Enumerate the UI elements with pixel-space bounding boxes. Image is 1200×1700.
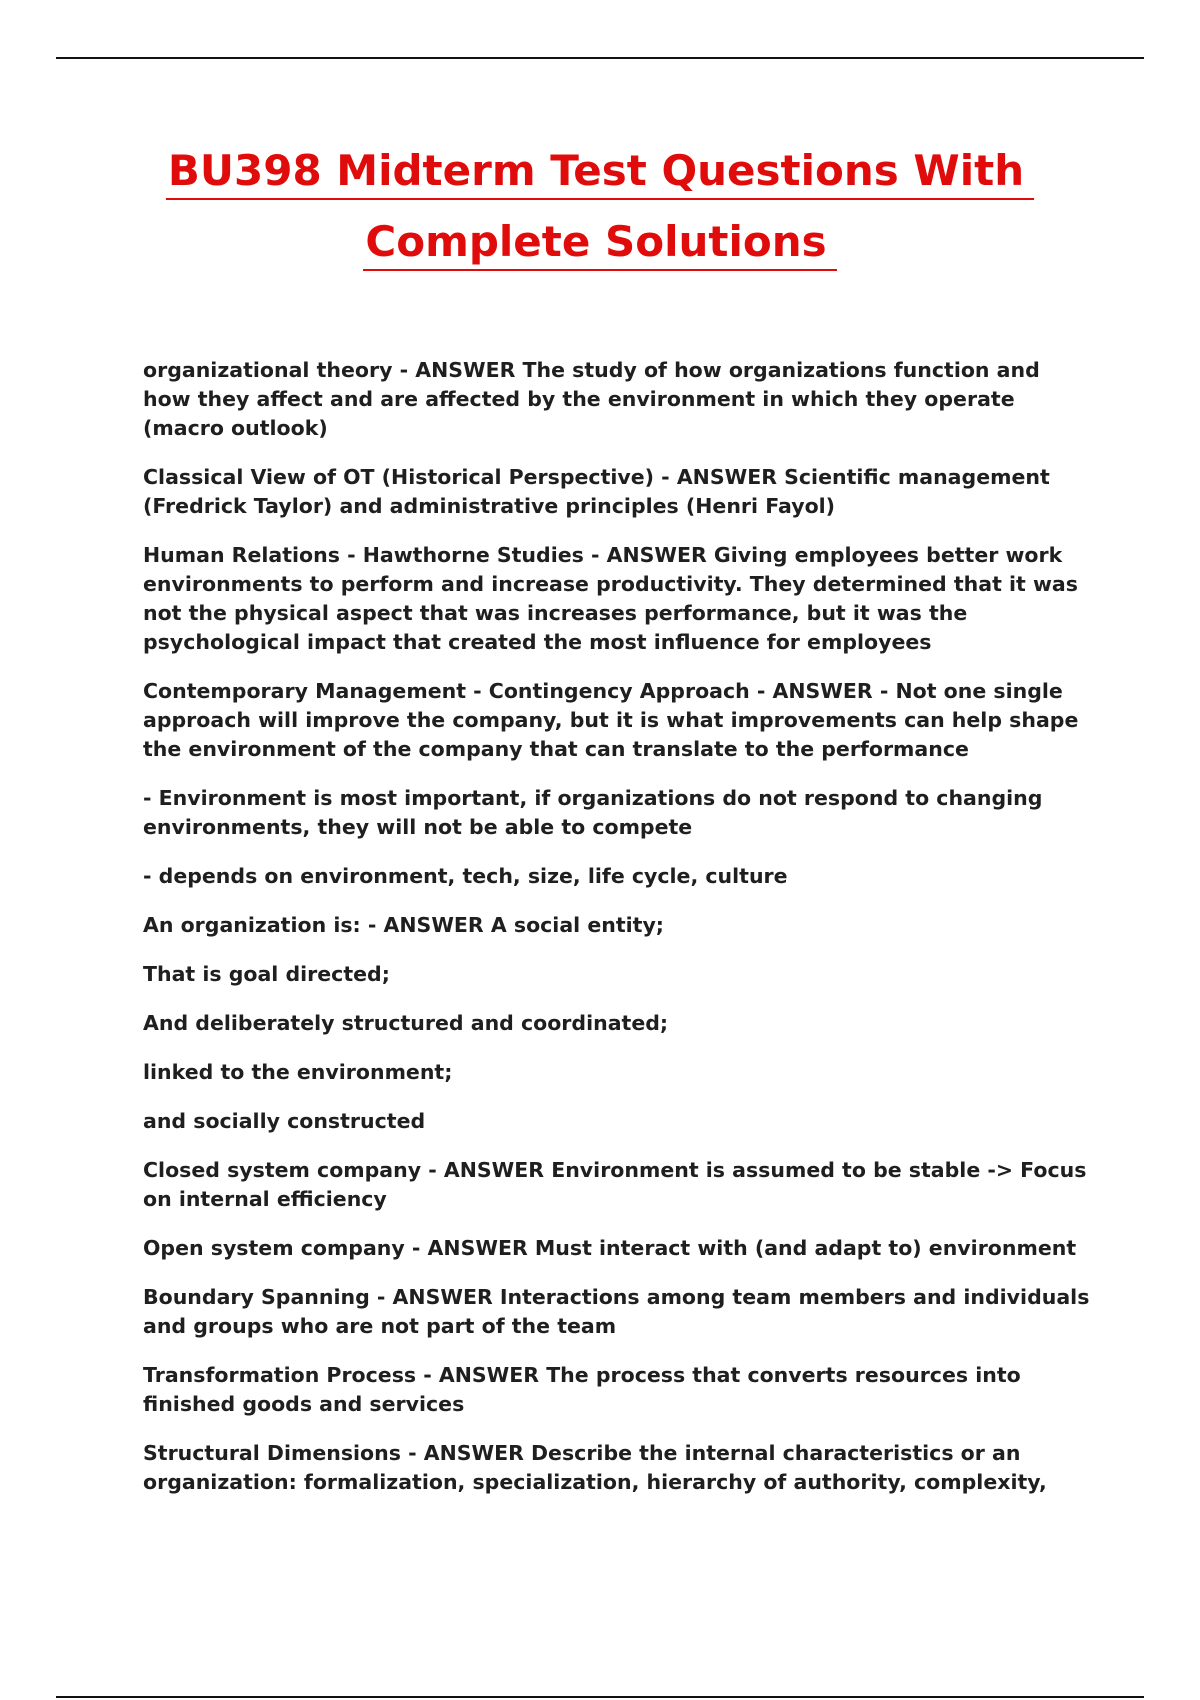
top-divider [56, 57, 1144, 59]
qa-paragraph: Boundary Spanning - ANSWER Interactions among team members and individuals and groups who are not part of the team [143, 1285, 1090, 1338]
qa-paragraph: An organization is: - ANSWER A social entity; [143, 913, 665, 937]
document-title [0, 146, 1200, 288]
qa-paragraph: Classical View of OT (Historical Perspective) - ANSWER Scientific management (Fredrick Taylor) and administrative principles (Henri Fayol) [143, 465, 1050, 518]
qa-paragraph: Open system company - ANSWER Must interact with (and adapt to) environment [143, 1236, 1077, 1260]
qa-paragraph: linked to the environment; [143, 1060, 453, 1084]
bottom-divider [56, 1696, 1144, 1698]
qa-paragraph: Transformation Process - ANSWER The process that converts resources into finished goods and services [143, 1363, 1021, 1416]
qa-paragraph: And deliberately structured and coordinated; [143, 1011, 669, 1035]
qa-paragraph: That is goal directed; [143, 962, 390, 986]
qa-paragraph: - depends on environment, tech, size, life cycle, culture [143, 864, 788, 888]
qa-paragraph: - Environment is most important, if organizations do not respond to changing environments, they will not be able to compete [143, 786, 1043, 839]
qa-paragraph: organizational theory - ANSWER The study of how organizations function and how they affect and are affected by the environment in which they operate (macro outlook) [143, 358, 1040, 440]
qa-paragraph: Structural Dimensions - ANSWER Describe the internal characteristics or an organization: formalization, specialization, hierarchy of authority, complexity, [143, 1441, 1047, 1494]
qa-paragraph: Human Relations - Hawthorne Studies - ANSWER Giving employees better work environments to perform and increase productivity. They determined that it was not the physical aspect that was increases performance, but it was the psychological impact that created the most influence for employees [143, 543, 1078, 654]
qa-paragraph: Closed system company - ANSWER Environment is assumed to be stable -> Focus on internal efficiency [143, 1158, 1087, 1211]
qa-paragraph: Contemporary Management - Contingency Approach - ANSWER - Not one single approach will improve the company, but it is what improvements can help shape the environment of the company that can translate to the performance [143, 679, 1079, 761]
title-line-2: Complete Solutions [363, 217, 836, 271]
qa-paragraph: and socially constructed [143, 1109, 426, 1133]
title-line-1: BU398 Midterm Test Questions With [166, 146, 1034, 200]
document-body [143, 356, 1093, 1517]
